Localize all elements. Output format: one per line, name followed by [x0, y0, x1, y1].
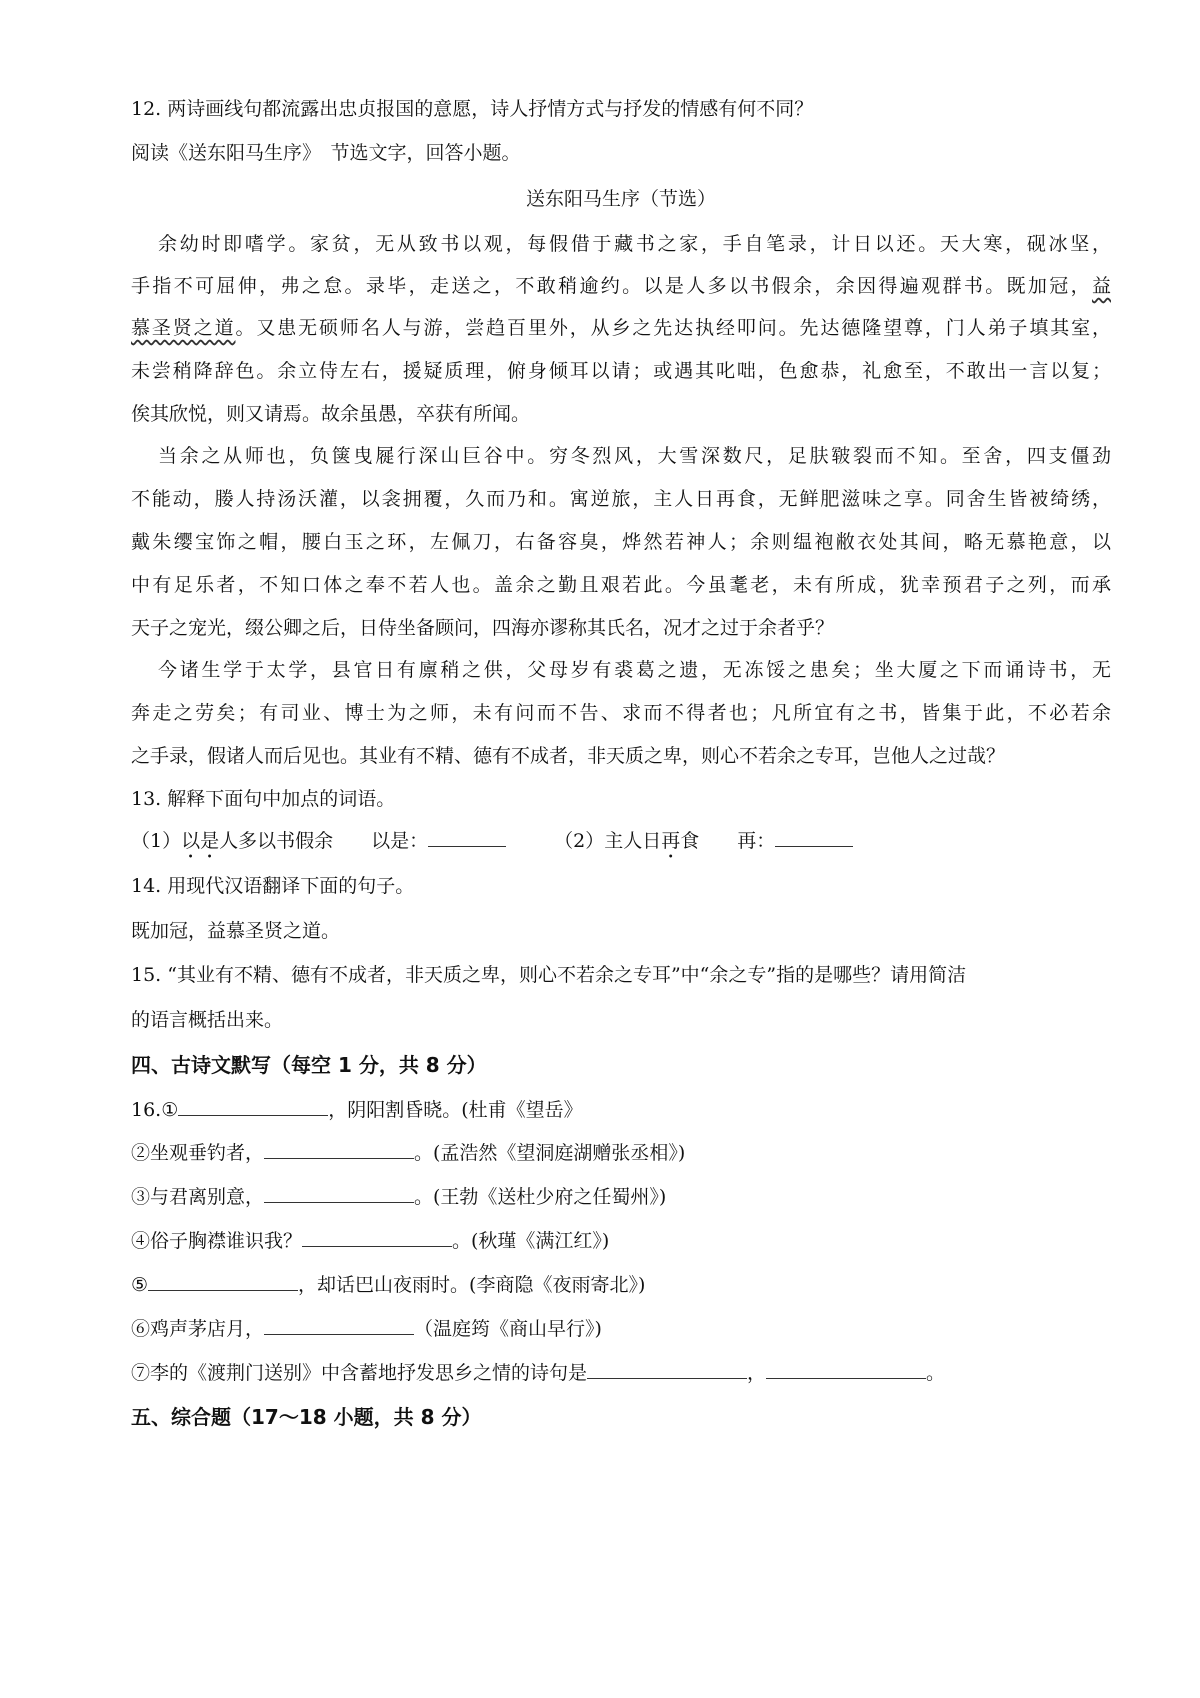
q16-item-5 — [131, 1272, 1111, 1298]
dotted-word: 再 — [661, 830, 681, 852]
question-14: 14. 用现代汉语翻译下面的句子。 — [131, 875, 415, 897]
section-5-heading: 五、综合题（17～18 小题，共 8 分） — [131, 1405, 482, 1429]
q13-1-prefix: （1） — [131, 830, 182, 852]
q16-item-source: ，阴阳割昏晓。(杜甫《望岳》 — [328, 1099, 583, 1121]
p2-line-2: 不能动，媵人持汤沃灌，以衾拥覆，久而乃和。寓逆旅，主人日再食，无鲜肥滋味之享。同舍生皆被绮绣， — [131, 488, 1111, 510]
p1-line-2-text: 手指不可屈伸，弗之怠。录毕，走送之，不敢稍逾约。以是人多以书假余，余因得遍观群书。既加冠， — [131, 275, 1092, 297]
q16-item-source: （温庭筠《商山早行》) — [414, 1318, 602, 1340]
question-13: 13. 解释下面句中加点的词语。 — [131, 788, 396, 810]
q16-item-2 — [131, 1140, 1111, 1166]
q13-2-prefix: （2）主人日 — [554, 830, 662, 852]
p2-line-5: 天子之宠光，缀公卿之后，日侍坐备顾问，四海亦谬称其氏名，况才之过于余者乎？ — [131, 617, 835, 639]
question-15-line-2: 的语言概括出来。 — [131, 1009, 284, 1031]
q16-item-prefix: 16.① — [131, 1099, 179, 1121]
answer-blank[interactable] — [587, 1360, 747, 1379]
wavy-underlined-text: 益 — [1091, 275, 1111, 297]
p1-line-5: 俟其欣悦，则又请焉。故余虽愚，卒获有所闻。 — [131, 403, 531, 425]
q14-sentence: 既加冠，益慕圣贤之道。 — [131, 920, 341, 942]
answer-blank[interactable] — [264, 1316, 414, 1335]
question-12: 12. 两诗画线句都流露出忠贞报国的意愿，诗人抒情方式与抒发的情感有何不同？ — [131, 98, 814, 120]
p2-line-4: 中有足乐者，不知口体之奉不若人也。盖余之勤且艰若此。今虽耄老，未有所成，犹幸预君子之列，而承 — [131, 574, 1111, 596]
answer-blank[interactable] — [264, 1184, 414, 1203]
question-15-line-1: 15. “其业有不精、德有不成者，非天质之卑，则心不若余之专耳”中“余之专”指的是哪些？请用简洁 — [131, 964, 967, 986]
answer-blank[interactable] — [302, 1228, 452, 1247]
p1-line-4: 未尝稍降辞色。余立侍左右，援疑质理，俯身倾耳以请；或遇其叱咄，色愈恭，礼愈至，不敢出一言以复； — [131, 360, 1111, 382]
p3-line-3: 之手录，假诸人而后见也。其业有不精、德有不成者，非天质之卑，则心不若余之专耳，岂他人之过哉？ — [131, 745, 1006, 767]
q16-item-6 — [131, 1316, 1111, 1342]
p1-line-2 — [131, 273, 1111, 299]
answer-blank[interactable] — [178, 1097, 328, 1116]
q16-item-4 — [131, 1228, 1111, 1254]
q16-item-prefix: ⑥鸡声茅店月， — [131, 1318, 265, 1340]
p3-line-2: 奔走之劳矣；有司业、博士为之师，未有问而不告、求而不得者也；凡所宜有之书，皆集于此，不必若余 — [131, 702, 1111, 724]
q16-item-source: 。(孟浩然《望洞庭湖赠张丞相》) — [414, 1142, 686, 1164]
answer-blank[interactable] — [264, 1140, 414, 1159]
q13-2-text: 食 再： — [680, 830, 776, 852]
q16-item-7 — [131, 1360, 1111, 1386]
reading-intro: 阅读《送东阳马生序》 节选文字，回答小题。 — [131, 142, 521, 164]
section-4-heading: 四、古诗文默写（每空 1 分，共 8 分） — [131, 1053, 487, 1077]
p1-line-3-text: 。又患无硕师名人与游，尝趋百里外，从乡之先达执经叩问。先达德隆望尊，门人弟子填其室， — [235, 317, 1111, 339]
q16-item-3 — [131, 1184, 1111, 1210]
p2-line-1: 当余之从师也，负箧曳屣行深山巨谷中。穷冬烈风，大雪深数尺，足肤皲裂而不知。至舍，四支僵劲 — [158, 445, 1111, 467]
q16-item-source: ，却话巴山夜雨时。(李商隐《夜雨寄北》) — [298, 1274, 646, 1296]
q16-item-prefix: ⑤ — [131, 1274, 149, 1296]
q13-1-text: 人多以书假余 以是： — [219, 830, 429, 852]
question-13-items — [131, 828, 1111, 863]
p1-line-3 — [131, 315, 1111, 341]
q16-item-prefix: ②坐观垂钓者， — [131, 1142, 265, 1164]
q16-item-prefix: ④俗子胸襟谁识我？ — [131, 1230, 303, 1252]
q16-separator: ， — [747, 1362, 767, 1384]
q16-item-prefix: ⑦李的《渡荆门送别》中含蓄地抒发思乡之情的诗句是 — [131, 1362, 588, 1384]
q16-item-source: 。(秋瑾《满江红》) — [452, 1230, 610, 1252]
p1-line-1: 余幼时即嗜学。家贫，无从致书以观，每假借于藏书之家，手自笔录，计日以还。天大寒，砚冰坚， — [158, 233, 1111, 255]
q16-item-source: 。(王勃《送杜少府之任蜀州》) — [414, 1186, 667, 1208]
wavy-underlined-text: 慕圣贤之道 — [131, 317, 236, 339]
passage-title: 送东阳马生序（节选） — [525, 188, 716, 210]
q16-item-prefix: ③与君离别意， — [131, 1186, 265, 1208]
answer-blank[interactable] — [148, 1272, 298, 1291]
dotted-word: 以是 — [181, 830, 220, 852]
p3-line-1: 今诸生学于太学，县官日有廪稍之供，父母岁有裘葛之遗，无冻馁之患矣；坐大厦之下而诵诗书，无 — [158, 659, 1111, 681]
answer-blank[interactable] — [428, 828, 506, 847]
answer-blank[interactable] — [775, 828, 853, 847]
p2-line-3: 戴朱缨宝饰之帽，腰白玉之环，左佩刀，右备容臭，烨然若神人；余则缊袍敝衣处其间，略无慕艳意，以 — [131, 531, 1111, 553]
q16-end: 。 — [926, 1362, 946, 1384]
answer-blank[interactable] — [766, 1360, 926, 1379]
q16-item-1 — [131, 1097, 1111, 1123]
